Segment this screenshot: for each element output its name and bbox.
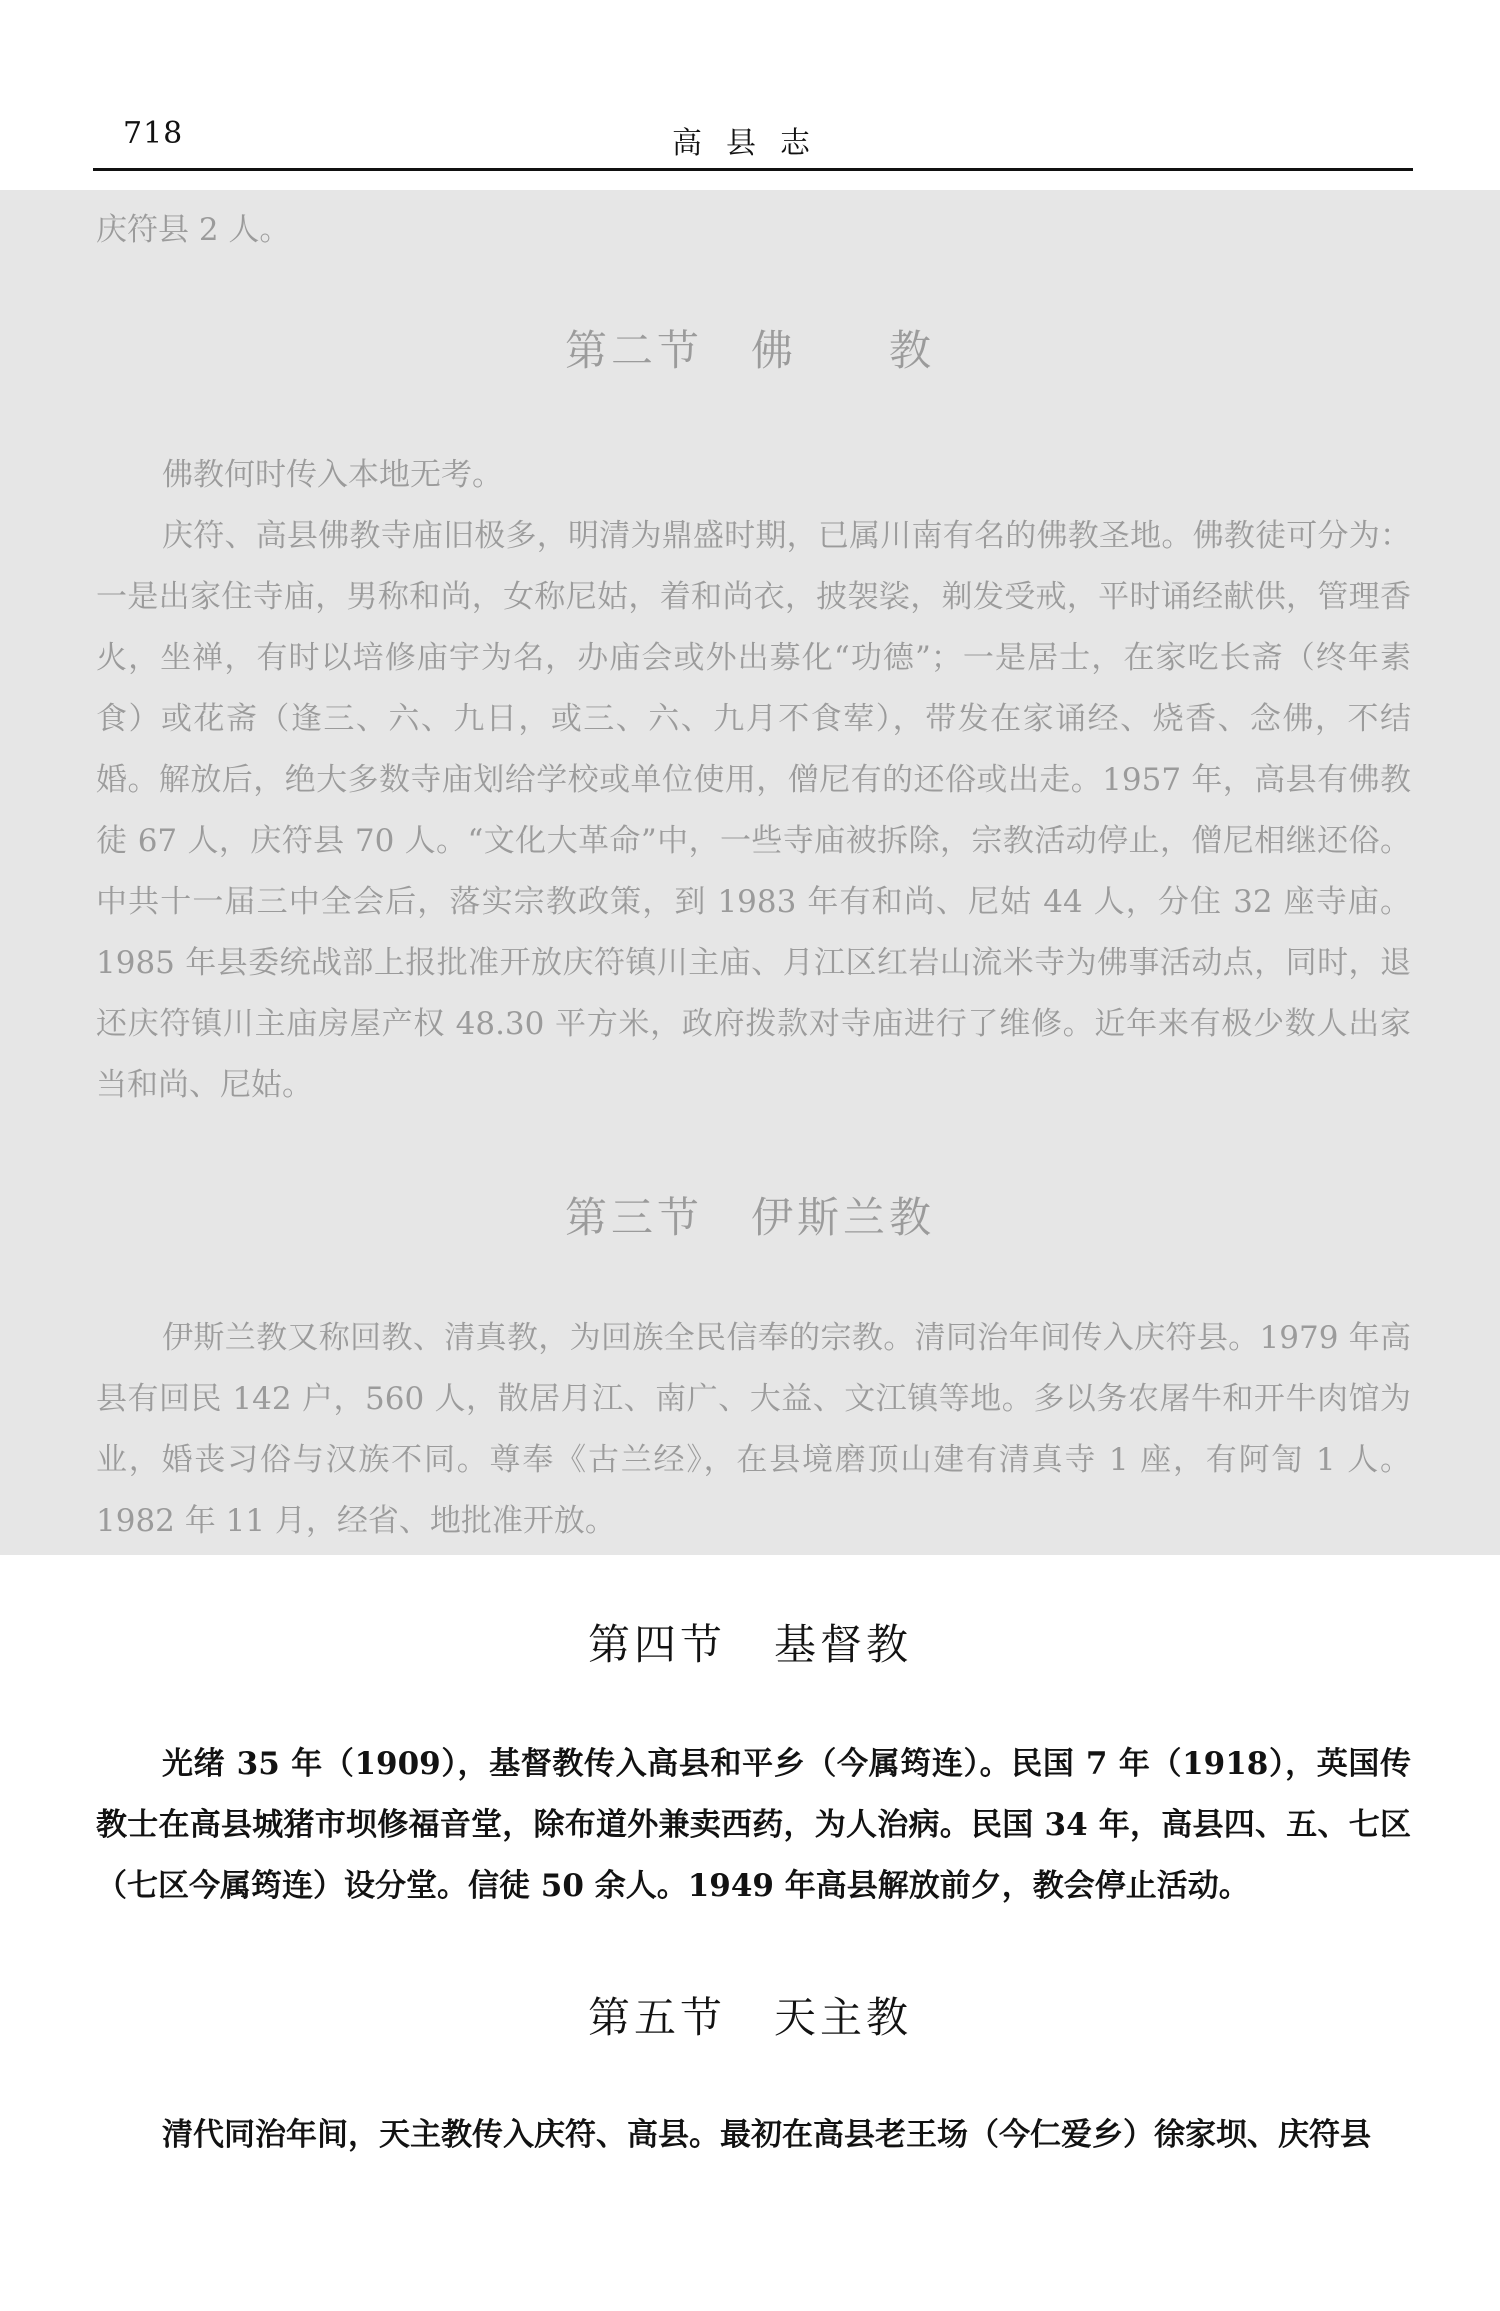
header-rule xyxy=(93,168,1413,171)
paragraph: 佛教何时传入本地无考。 xyxy=(162,457,503,493)
section-heading-christianity xyxy=(0,1612,1500,1672)
section-title: 伊斯兰教 xyxy=(751,1193,936,1242)
section-number: 第三节 xyxy=(564,1193,703,1242)
paragraph: 伊斯兰教又称回教、清真教，为回族全民信奉的宗教。清同治年间传入庆符县。1979 年高县有回民 142 户，560 人，散居月江、南广、大益、文江镇等地。多以务农屠牛和开牛肉馆为业，婚丧习俗与汉族不同。尊奉《古兰经》，在县境磨顶山建有清真寺 1 座，有阿訇 1 人。1982 年 11 月，经省、地批准开放。 xyxy=(96,1320,1411,1539)
section-heading-buddhism xyxy=(0,318,1500,378)
page-header xyxy=(93,110,1413,170)
running-title: 高县志 xyxy=(672,126,834,161)
page-number: 718 xyxy=(123,116,184,151)
paragraph: 光绪 35 年（1909），基督教传入高县和平乡（今属筠连）。民国 7 年（1918），英国传教士在高县城猪市坝修福音堂，除布道外兼卖西药，为人治病。民国 34 年，高县四、五、七区（七区今属筠连）设分堂。信徒 50 余人。1949 年高县解放前夕，教会停止活动。 xyxy=(96,1746,1411,1904)
section-number: 第四节 xyxy=(587,1620,726,1669)
section-heading-islam xyxy=(0,1185,1500,1245)
section-title: 佛 教 xyxy=(751,326,936,375)
section-number: 第五节 xyxy=(587,1993,726,2042)
section-heading-catholicism xyxy=(0,1985,1500,2045)
section-title: 天主教 xyxy=(774,1993,913,2042)
section-title: 基督教 xyxy=(774,1620,913,1669)
paragraph: 清代同治年间，天主教传入庆符、高县。最初在高县老王场（今仁爱乡）徐家坝、庆符县 xyxy=(162,2117,1371,2153)
continuation-text: 庆符县 2 人。 xyxy=(96,212,291,248)
section-number: 第二节 xyxy=(564,326,703,375)
paragraph: 庆符、高县佛教寺庙旧极多，明清为鼎盛时期，已属川南有名的佛教圣地。佛教徒可分为：一是出家住寺庙，男称和尚，女称尼姑，着和尚衣，披袈裟，剃发受戒，平时诵经献供，管理香火，坐禅，有时以培修庙宇为名，办庙会或外出募化“功德”；一是居士，在家吃长斋（终年素食）或花斋（逢三、六、九日，或三、六、九月不食荤），带发在家诵经、烧香、念佛，不结婚。解放后，绝大多数寺庙划给学校或单位使用，僧尼有的还俗或出走。1957 年，高县有佛教徒 67 人，庆符县 70 人。“文化大革命”中，一些寺庙被拆除，宗教活动停止，僧尼相继还俗。中共十一届三中全会后，落实宗教政策，到 1983 年有和尚、尼姑 44 人，分住 32 座寺庙。1985 年县委统战部上报批准开放庆符镇川主庙、月江区红岩山流米寺为佛事活动点，同时，退还庆符镇川主庙房屋产权 48.30 平方米，政府拨款对寺庙进行了维修。近年来有极少数人出家当和尚、尼姑。 xyxy=(96,518,1411,1103)
